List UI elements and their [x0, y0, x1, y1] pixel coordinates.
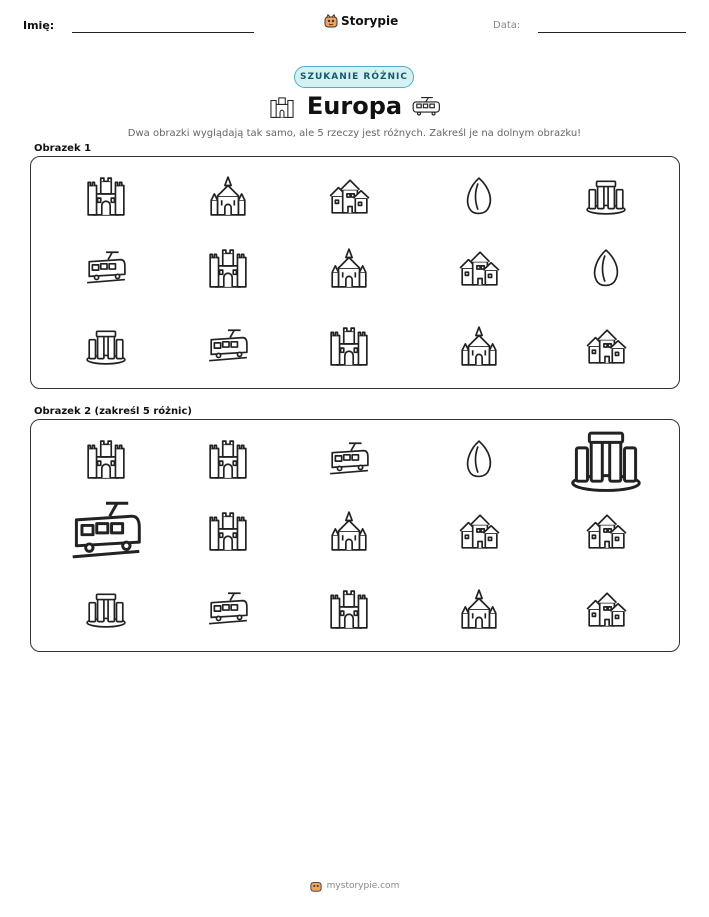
picture1-panel	[30, 156, 680, 389]
castle-icon[interactable]	[207, 438, 249, 480]
stonehenge-icon	[585, 175, 627, 217]
date-line	[538, 32, 686, 33]
storypie-icon	[310, 880, 322, 892]
church-icon	[328, 247, 370, 289]
tram-icon[interactable]	[328, 438, 370, 480]
church-icon	[458, 325, 500, 367]
instructions-text: Dwa obrazki wyglądają tak samo, ale 5 rzeczy jest różnych. Zakreśl je na dolnym obrazku!	[127, 128, 582, 139]
stonehenge-icon[interactable]	[85, 588, 127, 630]
name-line	[72, 32, 254, 33]
houses-icon	[585, 325, 627, 367]
stonehenge-icon	[85, 325, 127, 367]
brand-logo	[324, 14, 398, 28]
storypie-icon	[324, 14, 338, 28]
brand-name: Storypie	[341, 14, 399, 28]
castle-icon	[328, 325, 370, 367]
houses-icon	[458, 247, 500, 289]
church-icon	[207, 175, 249, 217]
church-icon[interactable]	[458, 588, 500, 630]
church-icon[interactable]	[328, 510, 370, 552]
tram-icon	[411, 96, 443, 118]
almond-icon	[585, 247, 627, 289]
almond-icon[interactable]	[458, 438, 500, 480]
footer-site: mystorypie.com	[326, 881, 400, 891]
tram-icon[interactable]	[69, 494, 143, 568]
houses-icon	[328, 175, 370, 217]
almond-icon	[458, 175, 500, 217]
houses-icon[interactable]	[585, 510, 627, 552]
tram-icon	[207, 325, 249, 367]
name-label: Imię:	[23, 19, 55, 32]
castle-icon[interactable]	[207, 510, 249, 552]
castle-icon[interactable]	[85, 438, 127, 480]
page-title: Europa	[306, 92, 403, 120]
castle-icon	[85, 175, 127, 217]
footer	[0, 880, 709, 892]
picture2-panel[interactable]	[30, 419, 680, 652]
stonehenge-icon[interactable]	[569, 422, 643, 496]
picture1-label: Obrazek 1	[34, 143, 92, 154]
picture2-label: Obrazek 2 (zakreśl 5 różnic)	[34, 406, 192, 417]
castle-icon[interactable]	[328, 588, 370, 630]
houses-icon[interactable]	[458, 510, 500, 552]
tram-icon	[85, 247, 127, 289]
activity-badge: SZUKANIE RÓŻNIC	[294, 66, 414, 88]
tram-icon[interactable]	[207, 588, 249, 630]
castle-icon	[207, 247, 249, 289]
date-label: Data:	[493, 20, 521, 31]
houses-icon[interactable]	[585, 588, 627, 630]
